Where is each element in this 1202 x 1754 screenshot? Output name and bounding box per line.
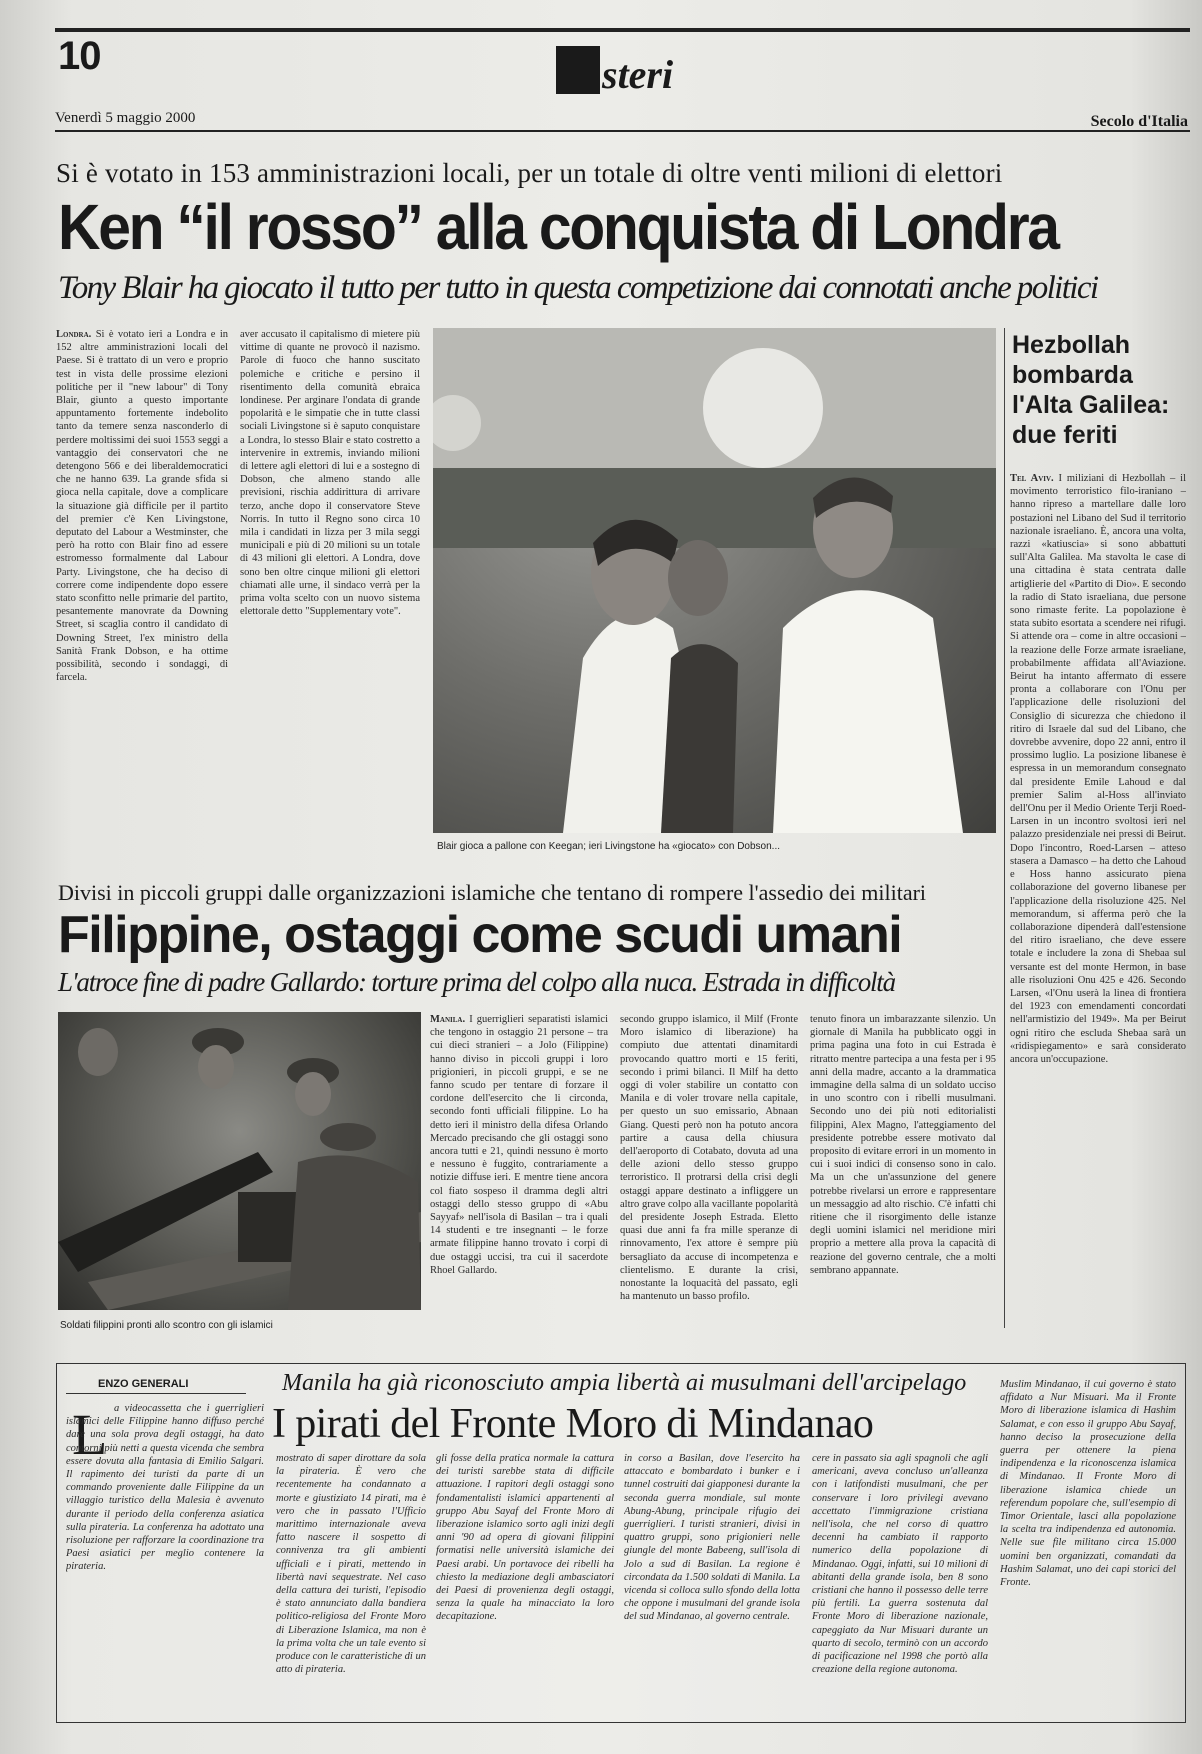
page-number: 10: [58, 34, 101, 78]
article2-column-2: [620, 1013, 798, 1343]
box-column-3: [436, 1452, 614, 1714]
sidebar-headline: Hezbollah bombarda l'Alta Galilea: due feriti: [1012, 331, 1170, 449]
box-headline: I pirati del Fronte Moro di Mindanao: [272, 1401, 874, 1447]
article2-photo-caption: Soldati filippini pronti allo scontro con gli islamici: [60, 1320, 273, 1331]
box-col5-text: cere in passato sia agli spagnoli che agli americani, aveva concluso un'alleanza con i latifondisti musulmani, che per conservare i loro privilegi avevano accettato l'immigrazione cristiana nell'isola, che nel corso di quattro decenni ha cambiato il rapporto numerico della popolazione di Mindanao. Oggi, infatti, sui 10 milioni di abitanti della grande isola, ben 8 sono cristiani che hanno il possesso delle terre più fertili. La guerra sostenuta dal Fronte Moro di liberazione nazionale, capeggiato da Nur Misuari durante un quarto di secolo, terminò con un accordo di pacificazione nel 1998 che portò alla creazione della regione autonoma.: [812, 1453, 988, 1676]
article1-col2-text: aver accusato il capitalismo di mietere più vittime di quante ne provocò il nazismo. Parole di fuoco che hanno suscitato polemiche e critiche e persino il risentimento della comunità ebraica londinese. Per arginare l'ondata di grande popolarità e le simpatie che in tutte classi sociali Livingstone si è saputo conquistare a Londra, lo stesso Blair e stato costretto a intervenire in extremis, inviando milioni di lettere agli elettori di lui e a sostegno di Dobson, che almeno stando alle previsioni, rischia addirittura di arrivare terzo, anche dopo il conservatore Steve Norris. In tutto il Regno sono circa 10 mila i candidati in lizza per 3 mila seggi municipali e più di 20 milioni su un totale di 43 milioni gli elettori. A Londra, dove sono ben oltre cinque milioni gli elettori chiamati alle urne, il sindaco verrà per la prima volta scelto con un nuovo sistema elettorale detto "Supplementary vote".: [240, 329, 420, 618]
section-title: steri: [602, 52, 674, 97]
article1-column-2: [240, 328, 420, 848]
masthead: Secolo d'Italia: [1090, 113, 1188, 130]
box-col6-text: Muslim Mindanao, il cui governo è stato affidato a Nur Misuari. Ma il Fronte Moro di liberazione islamica di Hashim Salamat, e con esso il gruppo Abu Sayaf, hanno deciso la prosecuzione della guerra per ottenere la piena indipendenza e la riconoscenza islamica di Mindanao. Il Fronte Moro di liberazione islamica chiede un referendum popolare che, sull'esempio di Timor Orientale, lasci alla popolazione la scelta tra indipendenza ed autonomia. Nelle sue file militano circa 15.000 uomini ben organizzati, comandati da Hashim Salamat, uno dei capi storici del Fronte.: [1000, 1379, 1176, 1589]
article1-photo-caption: Blair gioca a pallone con Keegan; ieri Livingstone ha «giocato» con Dobson...: [437, 841, 781, 852]
article2-dateline: Manila.: [430, 1014, 466, 1025]
issue-date: Venerdì 5 maggio 2000: [55, 110, 196, 126]
header-rule: [55, 130, 1190, 132]
box-column-5: [812, 1452, 988, 1714]
box-column-1: [66, 1402, 264, 1714]
article2-col1-text: I guerriglieri separatisti islamici che tengono in ostaggio 21 persone – tra cui dieci stranieri – a Jolo (Filippine) hanno diviso in piccoli gruppi i loro prigionieri, in piccoli gruppi, e se ne fanno scudo per tentare di forzare il cordone dell'esercito che li circonda, secondo fonti ufficiali filippine. Lo ha detto ieri il ministro della difesa Orlando Mercado precisando che gli ostaggi sono ancora tutti e 21, quindi nessuno è morto e nessuno è fuggito, contrariamente a notizie diffuse ieri. E mentre tiene ancora col fiato sospeso il dramma degli altri ostaggi dello stesso gruppo di «Abu Sayyaf» nell'isola di Basilan – tra i quali 14 studenti e tre insegnanti – le forze armate filippine hanno trovato i corpi di due ostaggi uccisi, tra cui il sacerdote Rhoel Gallardo.: [430, 1014, 608, 1276]
article2-headline: Filippine, ostaggi come scudi umani: [58, 906, 902, 964]
sidebar-text: I miliziani di Hezbollah – il movimento terroristico filo-iraniano – hanno ripreso a martellare dalle loro postazioni nel Libano del Sud il territorio nazionale israeliano. È, ancora una volta, razzi «katiuscia» si sono abbattuti sull'Alta Galilea. Ma stavolta le case di una cittadina è stata centrata dalle artiglierie del «Partito di Dio». E secondo la radio di Stato israeliana, due persone sono rimaste ferite. La popolazione è stata subito esortata a scendere nei rifugi. Si attende ora – come in altre occasioni – la reazione delle Forze armate israeliane, probabilmente affidata all'Aviazione. Beirut ha intanto affermato di essere pronta a collaborare con l'Onu per l'applicazione delle risoluzioni del Consiglio di sicurezza che chiedono il ritiro di Israele dal sud del Libano, che dovrebbe avvenire, dopo 22 anni, entro il prossimo luglio. La posizione libanese è espressa in un memorandum consegnato dal presidente Emile Lahoud e dal premier Salim al-Hoss all'inviato dell'Onu per il Medio Oriente Terji Roed-Larsen in un incontro svoltosi ieri nel palazzo presidenziale nei pressi di Beirut. Dopo l'incontro, Roed-Larsen – atteso stasera a Damasco – ha detto che Lahoud e Hoss hanno assicurato piena collaborazione del governo libanese per l'applicazione della risoluzione 425. Nel memorandum, si afferma però che la collaborazione dipenderà dall'estensione del ritiro israeliano, che deve essere totale e includere la zona di Shebaa sul versante est del monte Hermon, in base alle risoluzioni Onu 425 e 426. Secondo Larsen, «l'Onu userà la linea di frontiera del 1923 con emendamenti concordati nell'armistizio del 1949». Ma per Beirut ogni ritiro che escluda Shebaa sarà un «ridispiegamento» e sarà considerato ancora un'occupazione.: [1010, 473, 1186, 1065]
box-column-2: [276, 1452, 426, 1714]
article2-col2-text: secondo gruppo islamico, il Milf (Fronte Moro islamico di liberazione) ha compiuto due attentati dinamitardi provocando quattro morti e 15 feriti, secondo i primi bilanci. Il Milf ha detto oggi di voler stabilire un contatto con Manila e di voler trovare nella capitale, per questo un suo emissario, Abnaan Giang. Questi però non ha potuto ancora partire a causa della chiusura dell'aeroporto di Cotabato, dovuta ad una delle azioni dello stesso gruppo terroristico. Il protrarsi della crisi degli ostaggi appare destinato a infliggere un altro grave colpo alla vacillante popolarità del presidente Joseph Estrada. Eletto quasi due anni fa fra mille speranze di rinnovamento, l'ex attore è sempre più bersagliato da accuse di incompetenza e clientelismo. E durante la crisi, nonostante la loquacità del passato, egli ha mantenuto un basso profilo.: [620, 1014, 798, 1303]
sidebar-rule: [1004, 328, 1005, 1328]
box-col4-text: in corso a Basilan, dove l'esercito ha attaccato e bombardato i bunker e i tunnel costruiti dai giapponesi durante la seconda guerra mondiale, sul monte Abung-Abung, principale rifugio dei guerriglieri. I turisti stranieri, divisi in quattro gruppi, sono prigionieri nelle giungle del monte Babeeng, sull'isola di Jolo a sud di Basilan. La regione è circondata da 1.500 soldati di Manila. La vicenda si colloca sullo sfondo della lotta che oppone i musulmani del grande isola del sud Mindanao, al governo centrale.: [624, 1453, 800, 1623]
box-col1-text: a videocassetta che i guerriglieri islamici delle Filippine hanno diffuso perché dare una sola prova degli ostaggi, ha dato contorni più netti a questa vicenda che sembra essere dovuta alla fantasia di Emilio Salgari. Il rapimento dei turisti da parte di un commando proveniente dalle Filippine da un villaggio turistico della Malesia è avvenuto durante il periodo della conferenza asiatica sulla pirateria. La conferenza ha adottato una risoluzione per rafforzare la coordinazione tra Paesi asiatici per meglio contenere la pirateria.: [66, 1403, 264, 1573]
article2-photo: [58, 1012, 421, 1310]
box-column-6: [1000, 1378, 1176, 1714]
section-initial-block: [556, 46, 600, 94]
article2-col3-text: tenuto finora un imbarazzante silenzio. Un giornale di Manila ha pubblicato oggi in prima pagina una foto in cui Estrada è ritratto mentre partecipa a una festa per i 95 anni della madre, accanto a la drammatica immagine della salma di un soldato ucciso in uno scontro con i ribelli musulmani. Secondo uno dei più noti editorialisti filippini, Alex Magno, l'atteggiamento del presidente potrebbe essere motivato dal proposito di evitare errori in un momento in cui i suoi indici di consenso sono in calo. Ma un che un'assunzione del genere potrebbe rivelarsi un errore e rappresentare un messaggio ad alto rischio. C'è infatti chi ritiene che il risorgimento delle istanze degli uomini islamici nel meridione miri proprio a mettere alla prova la capacità di reazione del governo centrale, che a molti sembrano appannate.: [810, 1014, 996, 1276]
article1-kicker: Si è votato in 153 amministrazioni locali, per un totale di oltre venti milioni di elettori: [56, 158, 1003, 188]
article1-subhead: Tony Blair ha giocato il tutto per tutto in questa competizione dai connotati anche politici: [58, 270, 1098, 306]
article1-headline: Ken “il rosso” alla conquista di Londra: [58, 191, 1058, 263]
section-heading: [556, 46, 674, 97]
sidebar-column: [1010, 472, 1186, 1332]
box-column-4: [624, 1452, 800, 1714]
article2-subhead: L'atroce fine di padre Gallardo: torture prima del colpo alla nuca. Estrada in difficoltà: [58, 967, 895, 997]
article1-dateline: Londra.: [56, 329, 92, 340]
box-col2-text: mostrato di saper dirottare da sola la pirateria. È vero che recentemente ha condannato a morte e giustiziato 14 pirati, ma è vero che in passato l'Ufficio marittimo internazionale aveva fatto nascere il sospetto di connivenza tra gli ambienti ufficiali e i pirati, mettendo in libertà navi sequestrate. Nel caso della cattura dei turisti, l'episodio è stato annunciato dalla bandiera politico-religiosa del Fronte Moro di Liberazione Islamica, ma non è la prima volta che un tale evento si produce con le caratteristiche di un atto di pirateria.: [276, 1453, 426, 1676]
box-dropcap: L: [72, 1402, 108, 1467]
box-author: ENZO GENERALI: [98, 1378, 189, 1390]
photo-scene-figures: [433, 328, 996, 833]
article2-kicker: Divisi in piccoli gruppi dalle organizzazioni islamiche che tentano di rompere l'assedio dei militari: [58, 880, 927, 905]
article2-column-1: [430, 1013, 608, 1343]
sidebar-dateline: Tel Aviv.: [1010, 473, 1054, 484]
box-kicker: Manila ha già riconosciuto ampia libertà ai musulmani dell'arcipelago: [282, 1370, 967, 1396]
article1-col1-text: Si è votato ieri a Londra e in 152 altre amministrazioni locali del Paese. Si è trattato di un vero e proprio test in vista delle prossime elezioni politiche per il "new labour" di Tony Blair, giunto a questo importante appuntamento fortemente indebolito tanto da temere senza nasconderlo di perdere moltissimi dei suoi 1553 seggi a vantaggio dei conservatori che ne detengono 566 e dei liberaldemocratici che ne hanno 639. La grande sfida si gioca nella capitale, dove a complicare la situazione già difficile per il partito del premier c'è Ken Livingstone, deputato del Labour a Westminster, che però ha rotto con Blair fino ad essere estromesso formalmente dal Labour Party. Livingstone, che ha deciso di correre come indipendente dopo essere stato sconfitto nelle primarie del partito, pesantemente manovrate da Downing Street, si scaglia contro il candidato di Downing Street, l'ex ministro della Sanità Frank Dobson, e ha ottime possibilità, secondo i sondaggi, di farcela.: [56, 329, 228, 684]
photo-soldiers-figures: [58, 1012, 421, 1310]
article2-column-3: [810, 1013, 996, 1343]
box-col3-text: gli fosse della pratica normale la cattura dei turisti sarebbe stata di difficile attuazione. I rapitori degli ostaggi sono fondamentalisti islamici appartenenti al gruppo Abu Sayaf del Fronte Moro di liberazione islamico sorto agli inizi degli anni '90 ad opera di giovani filippini formatisi nelle università islamiche dei Paesi arabi. Un portavoce dei ribelli ha chiesto la mediazione degli ambasciatori dei Paesi di provenienza degli ostaggi, senza la quale ha minacciato la loro decapitazione.: [436, 1453, 614, 1623]
article1-photo: [433, 328, 996, 833]
top-rule: [55, 28, 1190, 32]
article1-column-1: [56, 328, 228, 848]
box-author-rule: [66, 1393, 246, 1394]
